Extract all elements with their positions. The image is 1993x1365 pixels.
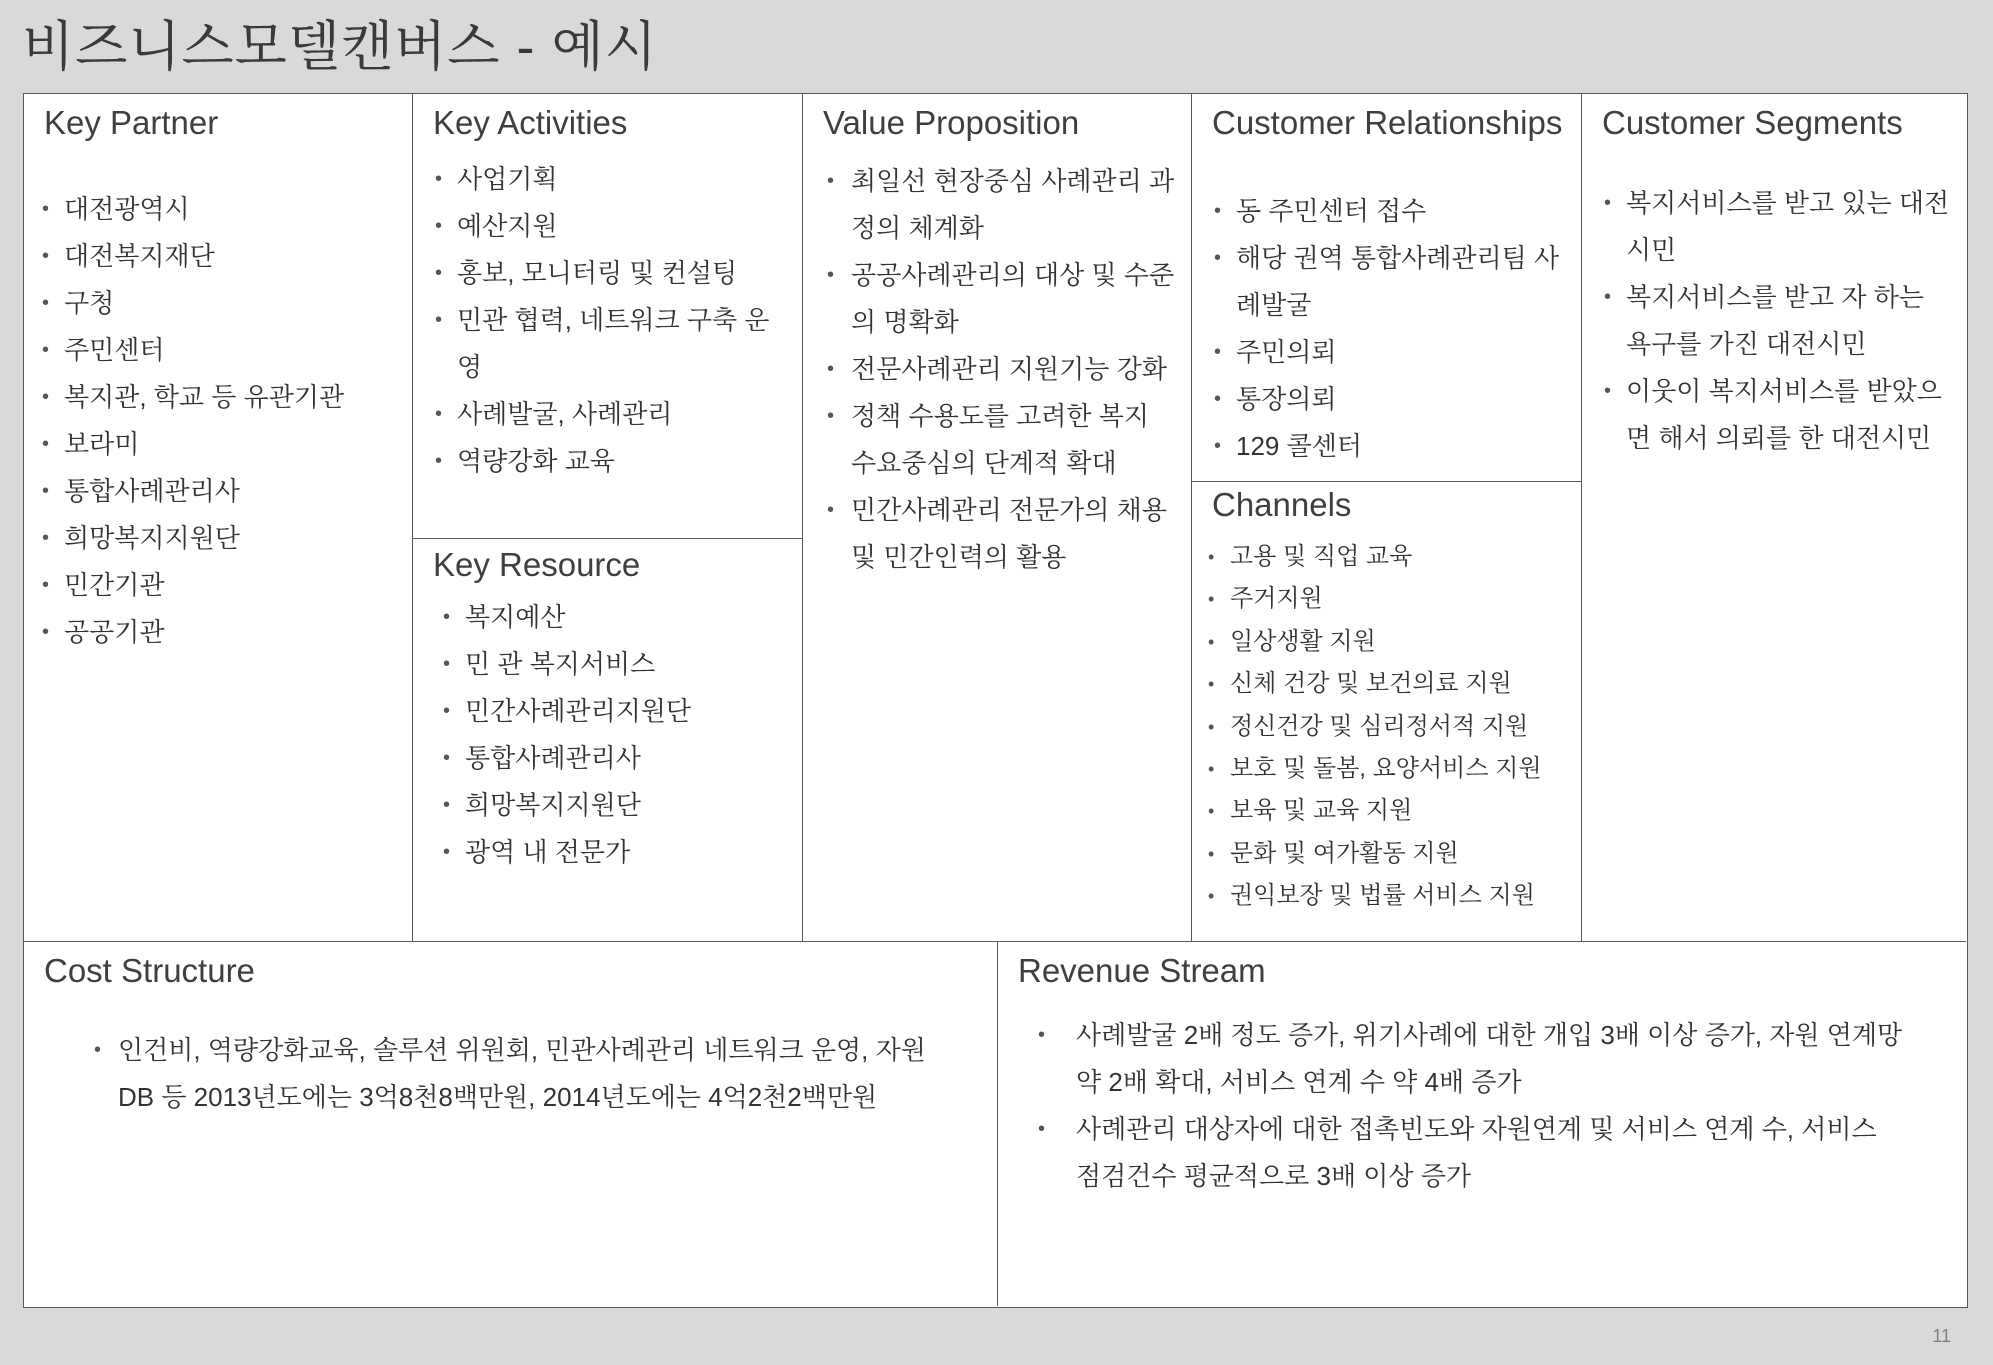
key-resource-heading: Key Resource [433,546,641,583]
list-item: • 사업기획 [435,156,782,203]
slide-title: 비즈니스모델캔버스 - 예시 [22,17,658,77]
cost-structure-list [94,1027,927,1121]
key-activities-block [413,94,803,539]
list-item: • 정신건강 및 심리정서적 지원 [1208,706,1571,748]
cost-structure-heading: Cost Structure [44,952,255,989]
list-item: • 민관 협력, 네트워크 구축 운영 [435,297,782,391]
list-item: • 전문사례관리 지원기능 강화 [827,346,1181,393]
page-number: 11 [1932,1326,1951,1346]
value-proposition-block [803,94,1192,942]
cost-structure-block [24,942,998,1306]
list-item: • 사례발굴 2배 정도 증가, 위기사례에 대한 개입 3배 이상 증가, 자원 연계망 약 2배 확대, 서비스 연계 수 약 4배 증가 [1038,1012,1906,1106]
list-item: • 복지서비스를 받고 자 하는 욕구를 가진 대전시민 [1604,274,1954,368]
list-item: • 공공사례관리의 대상 및 수준의 명확화 [827,252,1181,346]
key-resource-block [413,539,803,942]
list-item: • 일상생활 지원 [1208,621,1571,663]
list-item: • 희망복지지원단 [42,515,402,562]
key-resource-list [443,594,792,876]
list-item: • 보호 및 돌봄, 요양서비스 지원 [1208,748,1571,790]
list-item: • 통장의뢰 [1214,376,1571,423]
list-item: • 복지관, 학교 등 유관기관 [42,374,402,421]
list-item: • 문화 및 여가활동 지원 [1208,833,1571,875]
list-item: • 통합사례관리사 [42,468,402,515]
list-item: • 보육 및 교육 지원 [1208,790,1571,832]
key-activities-list [435,156,782,485]
list-item: • 정책 수용도를 고려한 복지 수요중심의 단계적 확대 [827,393,1181,487]
list-item: • 129 콜센터 [1214,423,1571,470]
list-item: • 신체 건강 및 보건의료 지원 [1208,663,1571,705]
customer-segments-list [1604,180,1954,462]
list-item: • 주민의뢰 [1214,329,1571,376]
list-item: • 권익보장 및 법률 서비스 지원 [1208,875,1571,917]
list-item: • 사례관리 대상자에 대한 접촉빈도와 자원연계 및 서비스 연계 수, 서비스 점검건수 평균적으로 3배 이상 증가 [1038,1106,1906,1200]
list-item: • 최일선 현장중심 사례관리 과정의 체계화 [827,158,1181,252]
business-model-canvas [23,93,1968,1308]
revenue-stream-block [998,942,1966,1306]
channels-heading: Channels [1212,486,1352,523]
list-item: • 희망복지지원단 [443,782,792,829]
list-item: • 민간기관 [42,562,402,609]
list-item: • 홍보, 모니터링 및 컨설팅 [435,250,782,297]
list-item: • 사례발굴, 사례관리 [435,391,782,438]
customer-segments-block [1582,94,1966,942]
customer-relationships-list [1214,188,1571,470]
list-item: • 공공기관 [42,609,402,656]
list-item: • 통합사례관리사 [443,735,792,782]
list-item: • 인건비, 역량강화교육, 솔루션 위원회, 민관사례관리 네트워크 운영, 자원DB 등 2013년도에는 3억8천8백만원, 2014년도에는 4억2천2백만원 [94,1027,927,1121]
key-partner-heading: Key Partner [44,104,219,141]
list-item: • 해당 권역 통합사례관리팀 사례발굴 [1214,235,1571,329]
key-partner-list [42,186,402,656]
list-item: • 고용 및 직업 교육 [1208,536,1571,578]
customer-relationships-heading: Customer Relationships [1212,104,1563,141]
list-item: • 동 주민센터 접수 [1214,188,1571,235]
list-item: • 광역 내 전문가 [443,829,792,876]
list-item: • 역량강화 교육 [435,438,782,485]
channels-list [1208,536,1571,918]
list-item: • 민간사례관리 전문가의 채용 및 민간인력의 활용 [827,487,1181,581]
list-item: • 구청 [42,280,402,327]
revenue-stream-heading: Revenue Stream [1018,952,1266,989]
list-item: • 주거지원 [1208,578,1571,620]
value-proposition-heading: Value Proposition [823,104,1080,141]
customer-relationships-block [1192,94,1582,482]
value-proposition-list [827,158,1181,581]
list-item: • 대전복지재단 [42,233,402,280]
list-item: • 주민센터 [42,327,402,374]
key-activities-heading: Key Activities [433,104,628,141]
customer-segments-heading: Customer Segments [1602,104,1903,141]
channels-block [1192,482,1582,942]
list-item: • 복지서비스를 받고 있는 대전시민 [1604,180,1954,274]
list-item: • 예산지원 [435,203,782,250]
key-partner-block [24,94,413,942]
revenue-stream-list [1038,1012,1906,1200]
list-item: • 이웃이 복지서비스를 받았으면 해서 의뢰를 한 대전시민 [1604,368,1954,462]
list-item: • 대전광역시 [42,186,402,233]
list-item: • 민 관 복지서비스 [443,641,792,688]
list-item: • 민간사례관리지원단 [443,688,792,735]
list-item: • 보라미 [42,421,402,468]
list-item: • 복지예산 [443,594,792,641]
